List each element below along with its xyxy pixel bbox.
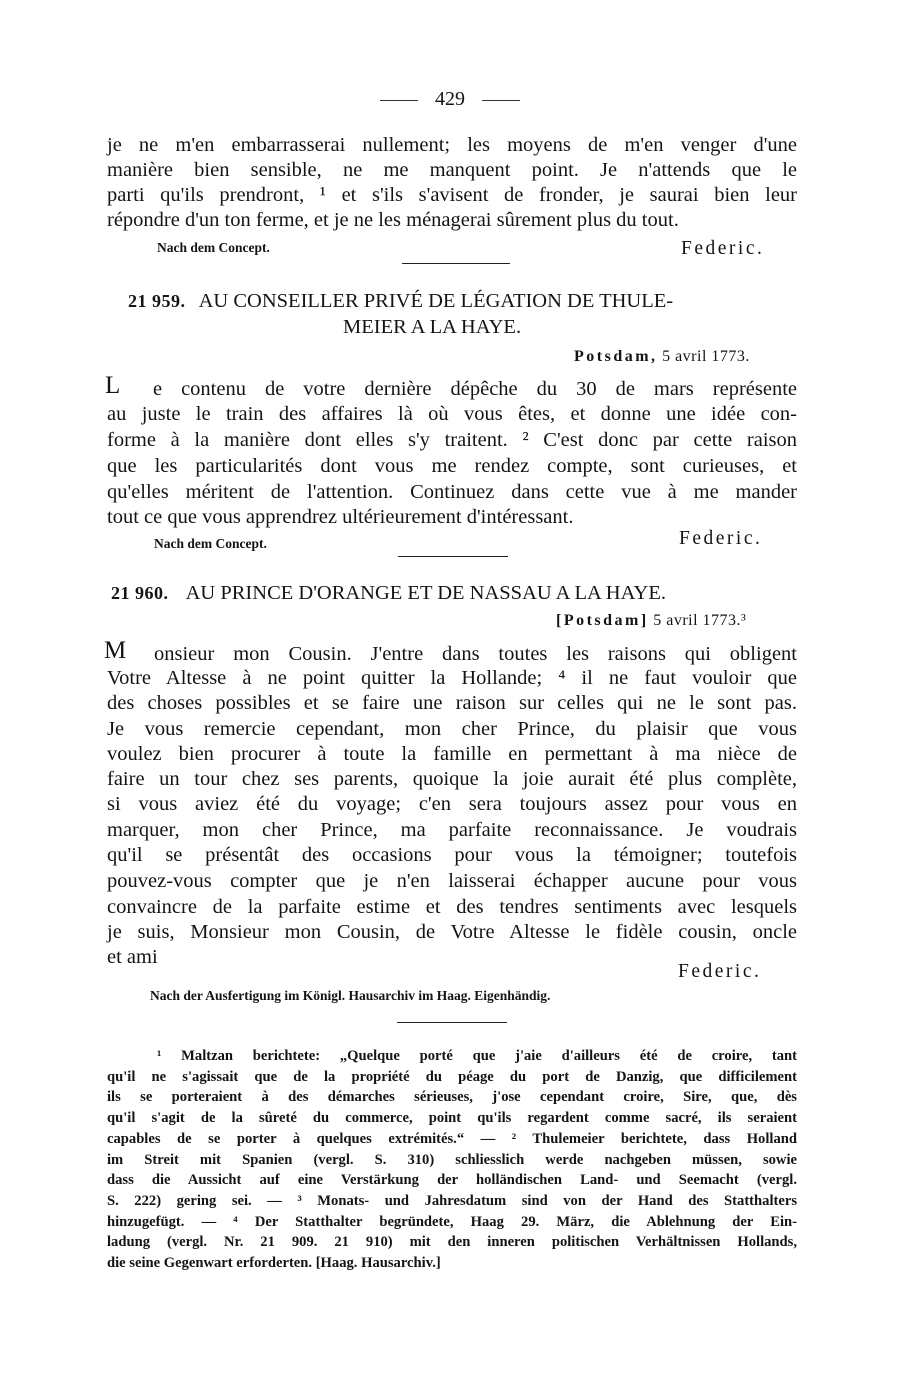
letter-heading-line: MEIER A LA HAYE. [343,316,522,338]
initial-letter: M [104,637,127,664]
footnote-line: qu'il s'agit de la sûreté du commerce, point qu'ils regardent comme sacré, ils seraient [107,1110,797,1126]
signature: Federic. [679,528,763,549]
footnote-line: qu'il ne s'agissait que de la propriété du péage du port de Danzig, que difficilement [107,1069,797,1085]
text-line: au juste le train des affaires là où vous êtes, et donne une idée con- [107,403,797,425]
page-number-row [0,88,900,111]
text-line: je ne m'en embarrasserai nullement; les moyens de m'en venger d'une [107,134,797,156]
initial-letter: L [105,372,121,399]
text-line: qu'elles méritent de l'attention. Continuez dans cette vue à me mander [107,481,797,503]
letter-heading [128,290,673,313]
footnote-line: hinzugefügt. — ⁴ Der Statthalter begründete, Haag 29. März, die Ablehnung der Ein- [107,1214,797,1230]
letter-heading [111,582,666,605]
text-line [104,637,797,667]
text-line: voulez bien procurer à toute la famille en permettant à ma nièce de [107,743,797,765]
footnote-line: ils se porteraient à des démarches sérieuses, j'ose cependant croire, Sire, que, dès [107,1089,797,1105]
text-line: répondre d'un ton ferme, et je ne les ménagerai sûrement plus du tout. [107,209,679,231]
date-place: Potsdam, [574,348,658,365]
letter-heading-line: AU CONSEILLER PRIVÉ DE LÉGATION DE THULE- [198,290,674,312]
text-line: si vous aviez été du voyage; c'en sera toujours assez pour vous en [107,793,797,815]
letter-date [556,612,746,630]
footnote-divider [397,1022,507,1023]
text-line-content: onsieur mon Cousin. J'entre dans toutes les raisons qui obligent [154,643,797,665]
signature: Federic. [681,238,765,259]
text-line-content: e contenu de votre dernière dépêche du 30 de mars représente [153,378,797,400]
text-line [105,372,797,402]
letter-number: 21 959. [128,291,186,311]
footnote-line: S. 222) gering sei. — ³ Monats- und Jahresdatum sind von der Hand des Statthalters [107,1193,797,1209]
text-line: convaincre de la parfaite estime et des tendres sentiments avec lesquels [107,896,797,918]
source-note: Nach der Ausfertigung im Königl. Hausarchiv im Haag. Eigenhändig. [150,988,551,1003]
page-number-dash-left [380,100,418,101]
footnote-line: im Streit mit Spanien (vergl. S. 310) schliesslich werde nachgeben müssen, sowie [107,1152,797,1168]
footnote-line: ¹ Maltzan berichtete: „Quelque porté que j'aie d'ailleurs été de croire, tant [157,1048,797,1064]
text-line: et ami [107,946,158,968]
text-line: faire un tour chez ses parents, quoique la joie aurait été plus complète, [107,768,797,790]
footnote-line: ladung (vergl. Nr. 21 909. 21 910) mit den inneren politischen Verhältnissen Hollands, [107,1234,797,1250]
text-line: tout ce que vous apprendrez ultérieurement d'intéressant. [107,506,574,528]
date-place: [Potsdam] [556,612,649,629]
text-line: qu'il se présentât des occasions pour vous la témoigner; toutefois [107,844,797,866]
letter-date [574,348,750,366]
text-line: pouvez-vous compter que je n'en laisserai échapper aucune pour vous [107,870,797,892]
text-line: Votre Altesse à ne point quitter la Hollande; ⁴ il ne faut vouloir que [107,667,797,689]
text-line: manière bien sensible, ne me manquent point. Je n'attends que le [107,159,797,181]
date-value: 5 avril 1773. [662,348,750,365]
text-line: des choses possibles et se faire une raison sur celles qui ne le sont pas. [107,692,797,714]
text-line: marquer, mon cher Prince, ma parfaite reconnaissance. Je voudrais [107,819,797,841]
date-value: 5 avril 1773.³ [653,612,747,629]
text-line: que les particularités dont vous me rendez compte, sont curieuses, et [107,455,797,477]
text-line: forme à la manière dont elles s'y traitent. ² C'est donc par cette raison [107,429,797,451]
text-line: parti qu'ils prendront, ¹ et s'ils s'avisent de fronder, je saurai bien leur [107,184,797,206]
source-note: Nach dem Concept. [154,536,267,551]
footnote-line: capables de se porter à quelques extrémités.“ — ² Thulemeier berichtete, dass Holland [107,1131,797,1147]
section-divider [402,263,510,264]
letter-number: 21 960. [111,583,169,603]
section-divider [398,556,508,557]
footnote-line: die seine Gegenwart erforderten. [Haag. Hausarchiv.] [107,1255,441,1271]
letter-heading-line: AU PRINCE D'ORANGE ET DE NASSAU A LA HAYE. [185,582,666,604]
footnote-line: dass die Aussicht auf eine Verstärkung der holländischen Land- und Seemacht (vergl. [107,1172,797,1188]
page-number-dash-right [482,100,520,101]
signature: Federic. [678,961,762,982]
source-note: Nach dem Concept. [157,240,270,255]
text-line: Je vous remercie cependant, mon cher Prince, du plaisir que vous [107,718,797,740]
page-number: 429 [435,88,465,110]
text-line: je suis, Monsieur mon Cousin, de Votre Altesse le fidèle cousin, oncle [107,921,797,943]
